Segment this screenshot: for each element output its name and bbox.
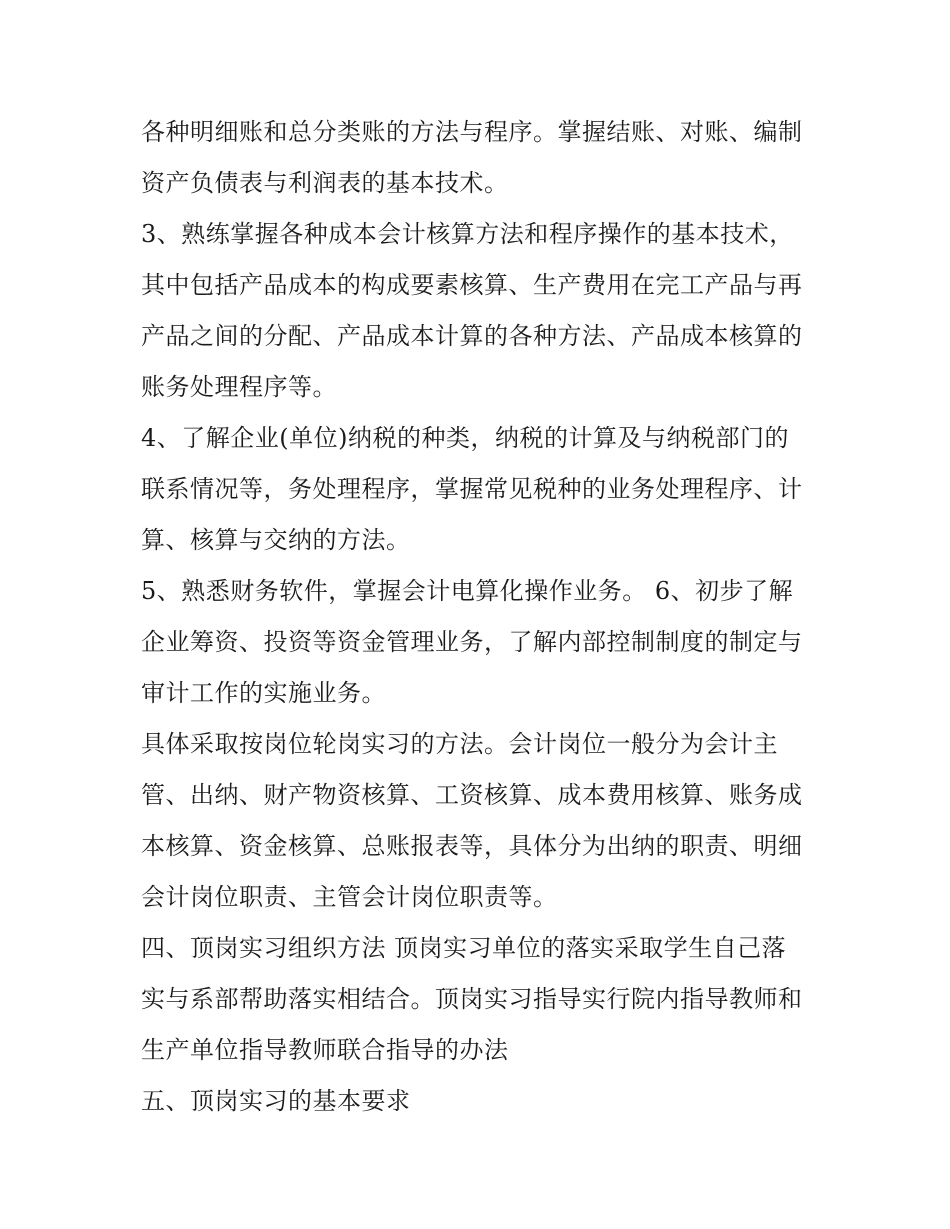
- text-line: 生产单位指导教师联合指导的办法: [141, 1036, 509, 1064]
- text-line: 5、熟悉财务软件，掌握会计电算化操作业务。 6、初步了解: [141, 577, 794, 605]
- text-line: 账务处理程序等。: [141, 373, 337, 401]
- text-line: 审计工作的实施业务。: [141, 679, 386, 707]
- text-line: 产品之间的分配、产品成本计算的各种方法、产品成本核算的: [141, 322, 803, 350]
- text-line: 会计岗位职责、主管会计岗位职责等。: [141, 883, 558, 911]
- text-line: 3、熟练掌握各种成本会计核算方法和程序操作的基本技术，: [141, 220, 794, 248]
- text-line: 实与系部帮助落实相结合。顶岗实习指导实行院内指导教师和: [141, 985, 803, 1013]
- text-line: 4、了解企业(单位)纳税的种类，纳税的计算及与纳税部门的: [141, 424, 789, 452]
- text-line: 管、出纳、财产物资核算、工资核算、成本费用核算、账务成: [141, 781, 803, 809]
- text-line: 其中包括产品成本的构成要素核算、生产费用在完工产品与再: [141, 271, 803, 299]
- text-line: 联系情况等，务处理程序，掌握常见税种的业务处理程序、计: [141, 475, 803, 503]
- text-line: 四、顶岗实习组织方法 顶岗实习单位的落实采取学生自己落: [141, 934, 787, 962]
- text-line: 企业筹资、投资等资金管理业务，了解内部控制制度的制定与: [141, 628, 803, 656]
- body-text: [141, 107, 821, 1127]
- text-line: 算、核算与交纳的方法。: [141, 526, 411, 554]
- text-line: 具体采取按岗位轮岗实习的方法。会计岗位一般分为会计主: [141, 730, 778, 758]
- text-line: 五、顶岗实习的基本要求: [141, 1087, 411, 1115]
- text-line: 各种明细账和总分类账的方法与程序。掌握结账、对账、编制: [141, 118, 803, 146]
- text-line: 本核算、资金核算、总账报表等，具体分为出纳的职责、明细: [141, 832, 803, 860]
- text-line: 资产负债表与利润表的基本技术。: [141, 169, 509, 197]
